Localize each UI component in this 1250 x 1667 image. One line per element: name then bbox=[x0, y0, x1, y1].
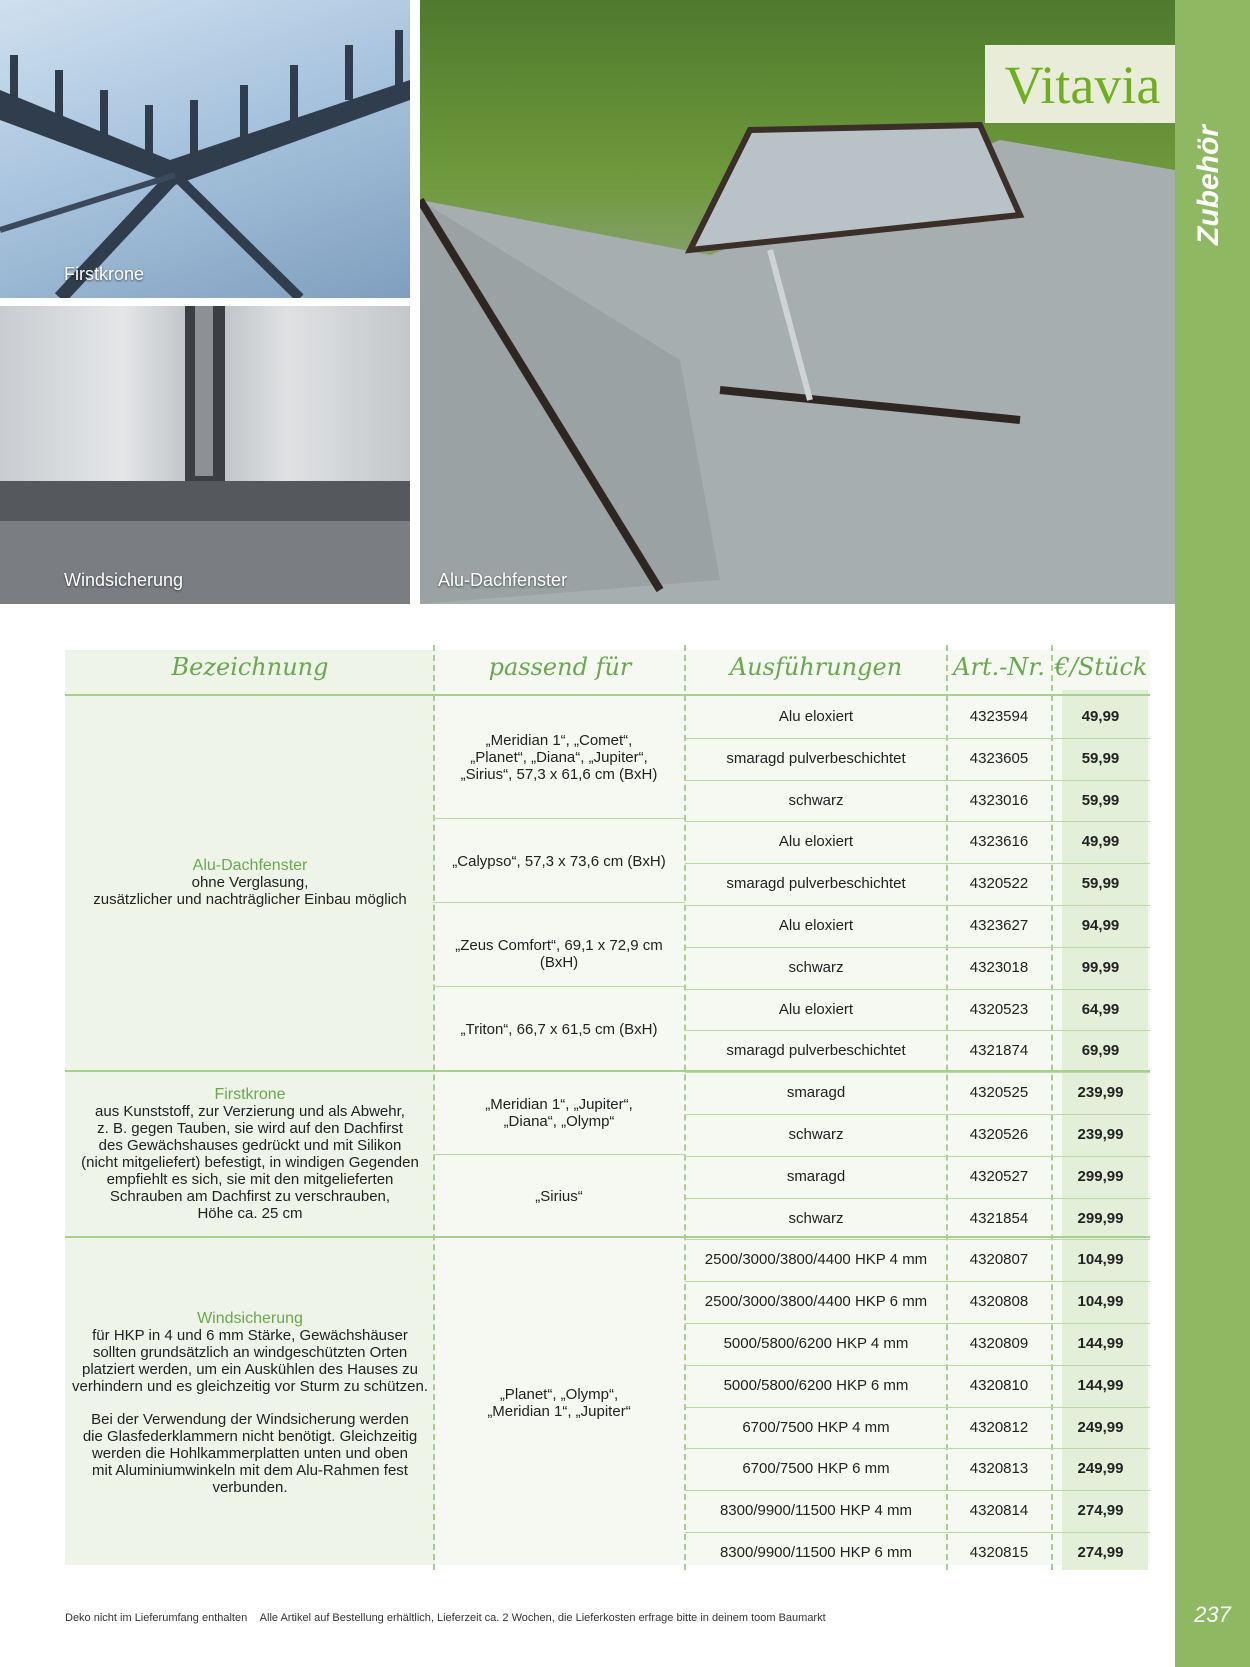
brand-logo: Vitavia bbox=[1004, 55, 1161, 115]
row-price: 59,99 bbox=[1081, 750, 1120, 767]
row-price: 274,99 bbox=[1077, 1502, 1124, 1519]
row-art-nr: 4323616 bbox=[969, 833, 1029, 850]
row-price: 99,99 bbox=[1081, 959, 1120, 976]
row-price: 104,99 bbox=[1077, 1251, 1124, 1268]
photo-label-windsicherung: Windsicherung bbox=[64, 570, 184, 590]
photo-windsicherung bbox=[0, 306, 410, 604]
row-price: 104,99 bbox=[1077, 1293, 1124, 1310]
row-price: 274,99 bbox=[1077, 1544, 1124, 1561]
row-art-nr: 4320809 bbox=[969, 1335, 1029, 1352]
row-variant: smaragd pulverbeschichtet bbox=[726, 1042, 906, 1059]
row-art-nr: 4320810 bbox=[969, 1377, 1029, 1394]
header-art-nr: Art.-Nr. bbox=[953, 653, 1045, 681]
row-price: 239,99 bbox=[1077, 1084, 1124, 1101]
row-price: 64,99 bbox=[1081, 1001, 1120, 1018]
row-art-nr: 4323018 bbox=[969, 959, 1029, 976]
fits-divider bbox=[433, 986, 685, 987]
row-art-nr: 4320808 bbox=[969, 1293, 1029, 1310]
row-art-nr: 4323605 bbox=[969, 750, 1029, 767]
row-variant: schwarz bbox=[788, 792, 844, 809]
row-variant: 2500/3000/3800/4400 HKP 6 mm bbox=[704, 1293, 928, 1310]
header-preis: €/Stück bbox=[1054, 653, 1148, 681]
row-variant: smaragd pulverbeschichtet bbox=[726, 875, 906, 892]
row-variant: Alu eloxiert bbox=[778, 1001, 854, 1018]
row-price: 49,99 bbox=[1081, 833, 1120, 850]
row-art-nr: 4320815 bbox=[969, 1544, 1029, 1561]
fits-divider bbox=[433, 1154, 685, 1155]
page-number: 237 bbox=[1194, 1602, 1231, 1627]
footer-note-bestellung: Alle Artikel auf Bestellung erhältlich, Lieferzeit ca. 2 Wochen, die Lieferkosten erfrage bitte in deinem toom Baumarkt bbox=[259, 1612, 826, 1624]
sidebar bbox=[1175, 0, 1250, 1667]
section-title: Zubehör bbox=[1192, 125, 1225, 245]
group-desc-firstkrone: aus Kunststoff, zur Verzierung und als Abwehr, z. B. gegen Tauben, sie wird auf den Dachfirst des Gewächshauses gedrückt und mit Silikon (nicht mitgeliefert) befestigt, in windigen Gegenden empfiehlt es sich, sie mit den mitgelieferten Schrauben am Dachfirst zu verschrauben, Höhe ca. 25 cm bbox=[81, 1103, 419, 1222]
group-title-dachfenster: Alu-Dachfenster bbox=[192, 857, 308, 874]
photo-firstkrone bbox=[0, 0, 410, 298]
row-variant: 5000/5800/6200 HKP 6 mm bbox=[723, 1377, 909, 1394]
row-art-nr: 4320525 bbox=[969, 1084, 1029, 1101]
row-variant: schwarz bbox=[788, 959, 844, 976]
row-art-nr: 4323594 bbox=[969, 708, 1029, 725]
row-variant: 5000/5800/6200 HKP 4 mm bbox=[723, 1335, 909, 1352]
row-price: 69,99 bbox=[1081, 1042, 1120, 1059]
column-divider bbox=[433, 645, 435, 1570]
header-ausfuehrungen: Ausführungen bbox=[729, 653, 903, 681]
fits-dachfenster-1: „Meridian 1“, „Comet“, „Planet“, „Diana“, „Jupiter“, „Sirius“, 57,3 x 61,6 cm (BxH) bbox=[460, 732, 658, 783]
fits-dachfenster-3: „Zeus Comfort“, 69,1 x 72,9 cm (BxH) bbox=[455, 937, 663, 971]
group-dachfenster bbox=[70, 857, 430, 908]
fits-divider bbox=[433, 818, 685, 819]
row-variant: Alu eloxiert bbox=[778, 917, 854, 934]
row-variant: 6700/7500 HKP 4 mm bbox=[742, 1419, 890, 1436]
row-art-nr: 4320807 bbox=[969, 1251, 1029, 1268]
row-price: 144,99 bbox=[1077, 1335, 1124, 1352]
row-art-nr: 4320526 bbox=[969, 1126, 1029, 1143]
header-passend-fuer: passend für bbox=[488, 653, 632, 681]
row-variant: Alu eloxiert bbox=[778, 708, 854, 725]
group-desc2-windsicherung: Bei der Verwendung der Windsicherung werden die Glasfederklammern nicht benötigt. Gleichzeitig werden die Hohlkammerplatten unten und oben mit Aluminiumwinkeln mit dem Alu-Rahmen fest verbunden. bbox=[82, 1411, 418, 1496]
fits-dachfenster-2: „Calypso“, 57,3 x 73,6 cm (BxH) bbox=[452, 853, 666, 870]
group-title-firstkrone: Firstkrone bbox=[214, 1086, 286, 1103]
row-art-nr: 4321874 bbox=[969, 1042, 1029, 1059]
footer bbox=[65, 1612, 836, 1624]
row-art-nr: 4321854 bbox=[969, 1210, 1029, 1227]
row-variant: schwarz bbox=[788, 1210, 844, 1227]
row-art-nr: 4320812 bbox=[969, 1419, 1029, 1436]
row-variant: smaragd bbox=[786, 1084, 846, 1101]
row-price: 144,99 bbox=[1077, 1377, 1124, 1394]
row-art-nr: 4320814 bbox=[969, 1502, 1029, 1519]
row-variant: smaragd pulverbeschichtet bbox=[726, 750, 906, 767]
header-bezeichnung: Bezeichnung bbox=[171, 653, 329, 681]
fits-windsicherung: „Planet“, „Olymp“, „Meridian 1“, „Jupiter“ bbox=[487, 1386, 631, 1420]
footer-note-deko: Deko nicht im Lieferumfang enthalten bbox=[65, 1612, 248, 1624]
row-variant: smaragd bbox=[786, 1168, 846, 1185]
row-price: 94,99 bbox=[1081, 917, 1120, 934]
row-price: 249,99 bbox=[1077, 1419, 1124, 1436]
row-price: 49,99 bbox=[1081, 708, 1120, 725]
row-price: 249,99 bbox=[1077, 1460, 1124, 1477]
group-desc-windsicherung: für HKP in 4 und 6 mm Stärke, Gewächshäuser sollten grundsätzlich an windgeschützten Orten platziert werden, um ein Auskühlen des Hauses zu verhindern und es gleichzeitig vor Sturm zu schützen. bbox=[71, 1327, 428, 1395]
row-art-nr: 4320813 bbox=[969, 1460, 1029, 1477]
fits-divider bbox=[433, 902, 685, 903]
row-variant: 8300/9900/11500 HKP 4 mm bbox=[719, 1502, 913, 1519]
group-firstkrone bbox=[70, 1086, 430, 1222]
row-price: 239,99 bbox=[1077, 1126, 1124, 1143]
row-variant: 2500/3000/3800/4400 HKP 4 mm bbox=[704, 1251, 928, 1268]
fits-firstkrone-1: „Meridian 1“, „Jupiter“, „Diana“, „Olymp“ bbox=[485, 1096, 633, 1130]
row-price: 59,99 bbox=[1081, 792, 1120, 809]
group-title-windsicherung: Windsicherung bbox=[197, 1310, 303, 1327]
row-variant: schwarz bbox=[788, 1126, 844, 1143]
row-variant: 8300/9900/11500 HKP 6 mm bbox=[719, 1544, 913, 1561]
row-price: 299,99 bbox=[1077, 1210, 1124, 1227]
row-price: 59,99 bbox=[1081, 875, 1120, 892]
row-art-nr: 4323016 bbox=[969, 792, 1029, 809]
row-art-nr: 4320523 bbox=[969, 1001, 1029, 1018]
row-price: 299,99 bbox=[1077, 1168, 1124, 1185]
row-art-nr: 4320527 bbox=[969, 1168, 1029, 1185]
photo-label-alu-dachfenster: Alu-Dachfenster bbox=[438, 570, 568, 590]
row-variant: 6700/7500 HKP 6 mm bbox=[742, 1460, 890, 1477]
fits-dachfenster-4: „Triton“, 66,7 x 61,5 cm (BxH) bbox=[460, 1021, 658, 1038]
group-windsicherung bbox=[70, 1310, 430, 1496]
row-variant: Alu eloxiert bbox=[778, 833, 854, 850]
photo-label-firstkrone: Firstkrone bbox=[64, 264, 145, 284]
fits-firstkrone-2: „Sirius“ bbox=[535, 1188, 583, 1205]
row-art-nr: 4323627 bbox=[969, 917, 1029, 934]
row-art-nr: 4320522 bbox=[969, 875, 1029, 892]
group-desc-dachfenster: ohne Verglasung, zusätzlicher und nachträglicher Einbau möglich bbox=[93, 874, 407, 908]
